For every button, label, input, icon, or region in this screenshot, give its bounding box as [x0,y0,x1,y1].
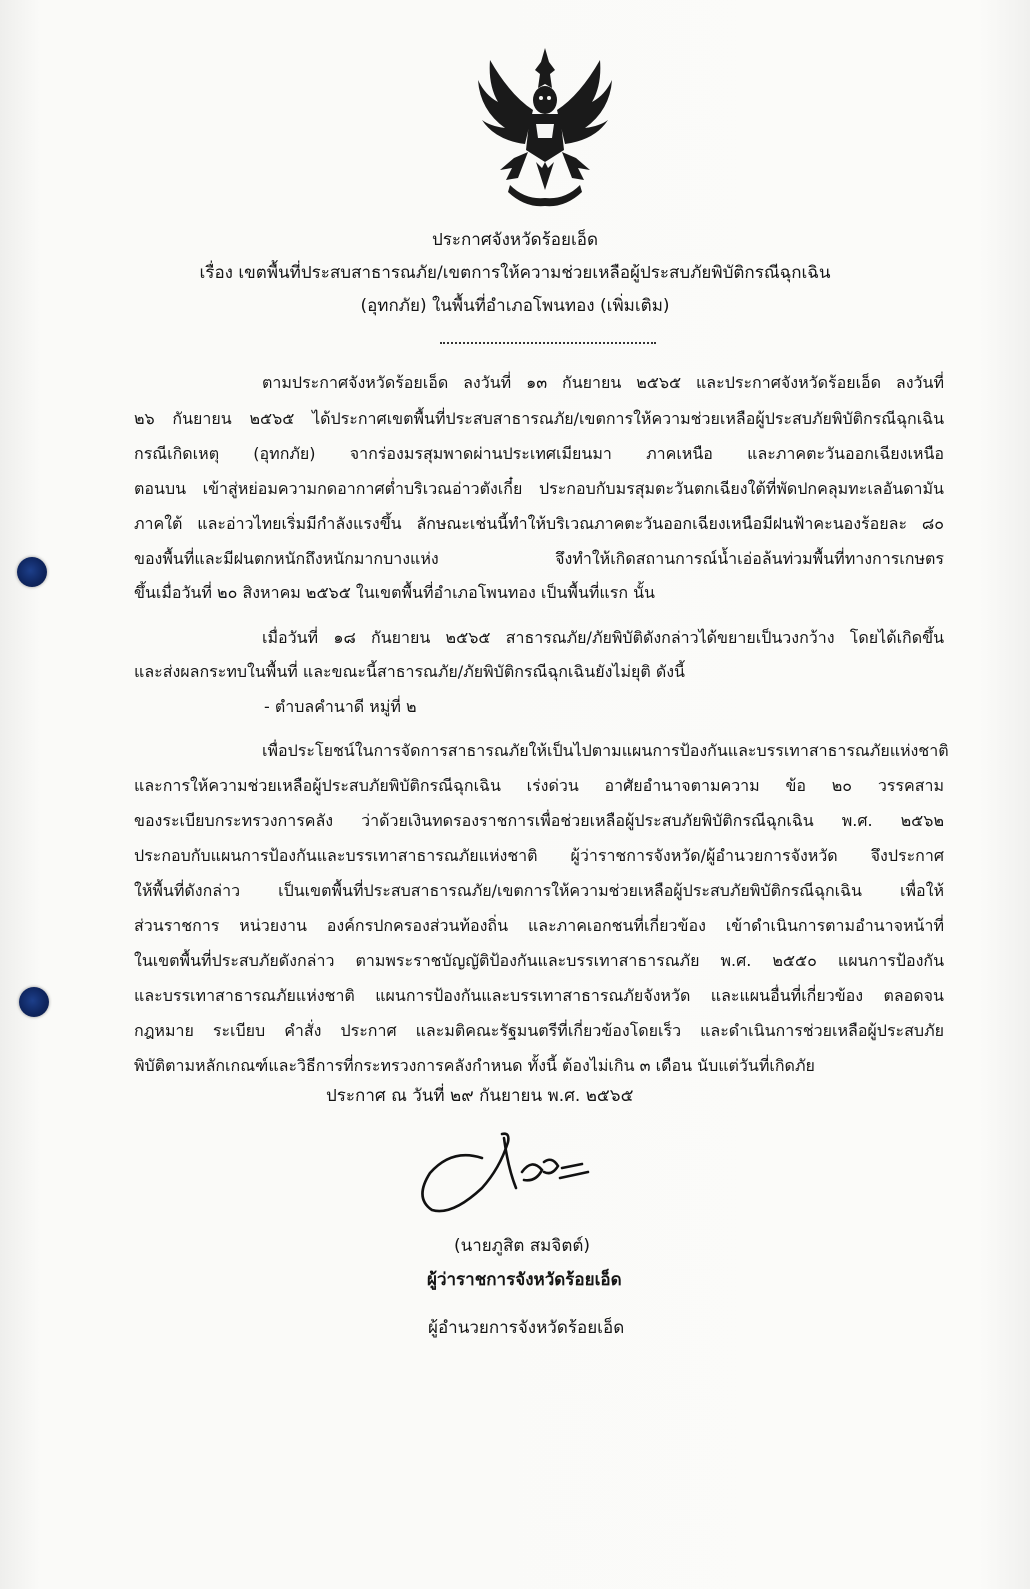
para3-line: และบรรเทาสาธารณภัยแห่งชาติ แผนการป้องกันและบรรเทาสาธารณภัยจังหวัด และแผนอื่นที่เกี่ยวข้อง ตลอดจน [134,986,944,1005]
para1-line: ของพื้นที่และมีฝนตกหนักถึงหนักมากบางแห่ง จึงทำให้เกิดสถานการณ์น้ำเอ่อล้นท่วมพื้นที่ทางการเกษตร [134,549,944,568]
subject-line-1: เรื่อง เขตพื้นที่ประสบสาธารณภัย/เขตการให้ความช่วยเหลือผู้ประสบภัยพิบัติกรณีฉุกเฉิน [199,263,831,283]
para3-line: ส่วนราชการ หน่วยงาน องค์กรปกครองส่วนท้องถิ่น และภาคเอกชนที่เกี่ยวข้อง เข้าดำเนินการตามอำนาจหน้าที่ [134,916,944,935]
punch-hole-bottom [19,987,49,1017]
signer-name: (นายภูสิต สมจิตต์) [454,1236,591,1256]
punch-hole-top [17,557,47,587]
para1-line: ภาคใต้ และอ่าวไทยเริ่มมีกำลังแรงขึ้น ลักษณะเช่นนี้ทำให้บริเวณภาคตะวันออกเฉียงเหนือมีฝนฟ้าคะนองร้อยละ ๘๐ [134,514,944,533]
para1-line: ตามประกาศจังหวัดร้อยเอ็ด ลงวันที่ ๑๓ กันยายน ๒๕๖๕ และประกาศจังหวัดร้อยเอ็ด ลงวันที่ [262,373,944,392]
para1-line: กรณีเกิดเหตุ (อุทกภัย) จากร่องมรสุมพาดผ่านประเทศเมียนมา ภาคเหนือ และภาคตะวันออกเฉียงเหนือ [134,444,944,463]
para1-line: ตอนบน เข้าสู่หย่อมความกดอากาศต่ำบริเวณอ่าวตังเกี๋ย ประกอบกับมรสุมตะวันตกเฉียงใต้ที่พัดปกคลุมทะเลอันดามัน [134,479,944,498]
dotted-divider [440,340,656,344]
announcement-title: ประกาศจังหวัดร้อยเอ็ด [431,230,599,250]
para1-line: ๒๖ กันยายน ๒๕๖๕ ได้ประกาศเขตพื้นที่ประสบสาธารณภัย/เขตการให้ความช่วยเหลือผู้ประสบภัยพิบัติกรณีฉุกเฉิน [134,409,944,428]
signer-title-governor: ผู้ว่าราชการจังหวัดร้อยเอ็ด [427,1270,622,1290]
para1-line: ขึ้นเมื่อวันที่ ๒๐ สิงหาคม ๒๕๖๕ ในเขตพื้นที่อำเภอโพนทอง เป็นพื้นที่แรก นั้น [134,583,655,602]
subject-line-2: (อุทกภัย) ในพื้นที่อำเภอโพนทอง (เพิ่มเติม) [360,296,670,316]
para3-line: กฎหมาย ระเบียบ คำสั่ง ประกาศ และมติคณะรัฐมนตรีที่เกี่ยวข้องโดยเร็ว และดำเนินการช่วยเหลือผู้ประสบภัย [134,1021,944,1040]
handwritten-signature [412,1128,612,1218]
signer-title-director: ผู้อำนวยการจังหวัดร้อยเอ็ด [428,1318,625,1338]
para3-line: ให้พื้นที่ดังกล่าว เป็นเขตพื้นที่ประสบสาธารณภัย/เขตการให้ความช่วยเหลือผู้ประสบภัยพิบัติกรณีฉุกเฉิน เพื่อให้ [134,881,944,900]
para3-line: พิบัติตามหลักเกณฑ์และวิธีการที่กระทรวงการคลังกำหนด ทั้งนี้ ต้องไม่เกิน ๓ เดือน นับแต่วันที่เกิดภัย [134,1056,815,1075]
para3-line: ประกอบกับแผนการป้องกันและบรรเทาสาธารณภัยแห่งชาติ ผู้ว่าราชการจังหวัด/ผู้อำนวยการจังหวัด จึงประกาศ [134,846,944,865]
announcement-date: ประกาศ ณ วันที่ ๒๙ กันยายน พ.ศ. ๒๕๖๕ [326,1086,634,1106]
para3-line: ในเขตพื้นที่ประสบภัยดังกล่าว ตามพระราชบัญญัติป้องกันและบรรเทาสาธารณภัย พ.ศ. ๒๕๕๐ แผนการป้องกัน [134,951,944,970]
para3-line: ของระเบียบกระทรวงการคลัง ว่าด้วยเงินทดรองราชการเพื่อช่วยเหลือผู้ประสบภัยพิบัติกรณีฉุกเฉิน พ.ศ. ๒๕๖๒ [134,811,944,830]
para2-line: และส่งผลกระทบในพื้นที่ และขณะนี้สาธารณภัย/ภัยพิบัติกรณีฉุกเฉินยังไม่ยุติ ดังนี้ [134,662,685,681]
para3-line: เพื่อประโยชน์ในการจัดการสาธารณภัยให้เป็นไปตามแผนการป้องกันและบรรเทาสาธารณภัยแห่งชาติ [262,741,949,760]
affected-area-item: - ตำบลคำนาดี หมู่ที่ ๒ [264,697,417,716]
para3-line: และการให้ความช่วยเหลือผู้ประสบภัยพิบัติกรณีฉุกเฉิน เร่งด่วน อาศัยอำนาจตามความ ข้อ ๒๐ วรรคสาม [134,776,944,795]
garuda-emblem-icon [470,40,620,215]
para2-line: เมื่อวันที่ ๑๘ กันยายน ๒๕๖๕ สาธารณภัย/ภัยพิบัติดังกล่าวได้ขยายเป็นวงกว้าง โดยได้เกิดขึ้น [262,628,944,647]
